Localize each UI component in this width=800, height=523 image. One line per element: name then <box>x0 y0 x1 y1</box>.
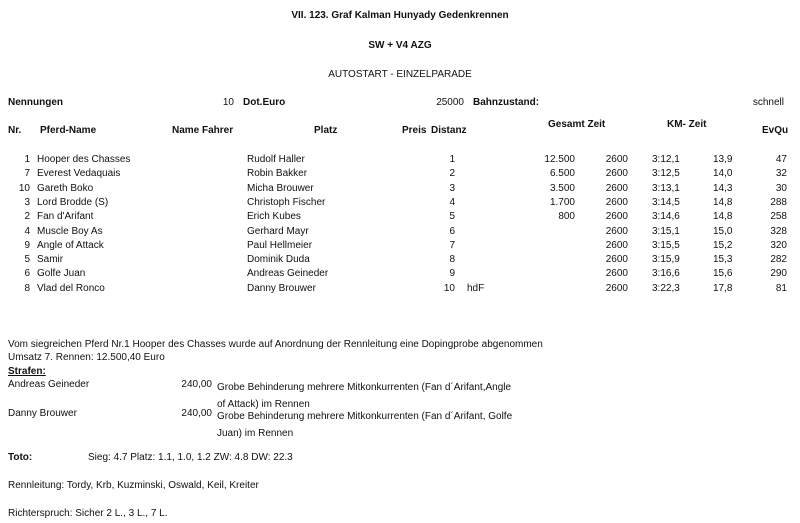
table-row <box>0 211 800 225</box>
row-km-time: 17,8 <box>713 282 733 294</box>
row-time: 3:13,1 <box>652 182 680 194</box>
row-distance: 2600 <box>605 282 628 294</box>
row-evqu: 328 <box>770 225 787 237</box>
row-time: 3:12,5 <box>652 168 680 180</box>
row-driver: Andreas Geineder <box>247 268 329 280</box>
row-horse: Everest Vedaquais <box>37 168 121 180</box>
table-row <box>0 254 800 268</box>
row-horse: Muscle Boy As <box>37 225 103 237</box>
start-mode: AUTOSTART - EINZELPARADE <box>328 69 472 80</box>
col-total-time: Gesamt Zeit <box>548 119 606 130</box>
row-distance: 2600 <box>605 254 628 266</box>
penalty-reason: Grobe Behinderung mehrere Mitkonkurrenten (Fan d´Arifant,Angle of Attack) im Rennen <box>217 382 512 410</box>
row-horse: Fan d'Arifant <box>37 211 94 223</box>
row-time: 3:14,5 <box>652 196 680 208</box>
row-nr: 4 <box>24 225 30 237</box>
row-place: 7 <box>449 239 455 251</box>
row-prize: 1.700 <box>549 196 575 208</box>
row-driver: Robin Bakker <box>247 168 308 180</box>
col-horse: Pferd-Name <box>40 125 97 136</box>
row-time: 3:15,5 <box>652 239 680 251</box>
row-driver: Rudolf Haller <box>247 154 305 165</box>
row-prize: 12.500 <box>544 154 575 165</box>
row-horse: Lord Brodde (S) <box>37 196 109 208</box>
table-row <box>0 226 800 240</box>
table-row <box>0 197 800 211</box>
row-time: 3:22,3 <box>652 282 680 294</box>
row-driver: Christoph Fischer <box>247 196 326 208</box>
col-driver: Name Fahrer <box>172 125 234 136</box>
row-km-time: 15,2 <box>713 239 733 251</box>
row-nr: 3 <box>24 196 30 208</box>
row-km-time: 15,6 <box>713 268 733 280</box>
col-km-time: KM- Zeit <box>667 119 707 130</box>
row-nr: 6 <box>24 268 30 280</box>
nennungen-value: 10 <box>222 97 234 108</box>
row-nr: 5 <box>24 254 30 266</box>
penalty-name: Danny Brouwer <box>8 408 77 419</box>
dotation-value: 25000 <box>436 97 464 108</box>
row-distance: 2600 <box>605 182 628 194</box>
row-prize: 3.500 <box>549 182 575 194</box>
toto-value: Sieg: 4.7 Platz: 1.1, 1.0, 1.2 ZW: 4.8 DW: 22.3 <box>88 452 293 463</box>
row-km-time: 14,8 <box>713 211 733 223</box>
row-place: 1 <box>449 154 455 165</box>
penalty-amount: 240,00 <box>181 408 212 419</box>
table-row <box>0 168 800 182</box>
row-place: 5 <box>449 211 455 223</box>
track-condition-label: Bahnzustand: <box>473 97 540 108</box>
doping-note: Vom siegreichen Pferd Nr.1 Hooper des Chasses wurde auf Anordnung der Rennleitung eine Dopingprobe abgenommen <box>8 339 543 350</box>
row-time: 3:14,6 <box>652 211 680 223</box>
row-driver: Micha Brouwer <box>247 182 314 194</box>
col-nr: Nr. <box>8 125 22 136</box>
row-driver: Erich Kubes <box>247 211 301 223</box>
row-distance: 2600 <box>605 211 628 223</box>
table-row <box>0 268 800 282</box>
row-time: 3:15,9 <box>652 254 680 266</box>
row-place: 6 <box>449 225 455 237</box>
row-horse: Angle of Attack <box>37 239 104 251</box>
col-place: Platz <box>314 125 338 136</box>
row-evqu: 47 <box>775 154 787 165</box>
row-distance: 2600 <box>605 239 628 251</box>
row-km-time: 13,9 <box>713 154 733 165</box>
row-km-time: 15,0 <box>713 225 733 237</box>
table-row <box>0 183 800 197</box>
row-evqu: 30 <box>775 182 787 194</box>
row-prize: 6.500 <box>549 168 575 180</box>
row-horse: Golfe Juan <box>37 268 86 280</box>
table-row <box>0 154 800 168</box>
row-nr: 7 <box>24 168 30 180</box>
race-subtitle: SW + V4 AZG <box>368 40 432 51</box>
stewards: Rennleitung: Tordy, Krb, Kuzminski, Oswald, Keil, Kreiter <box>8 480 259 491</box>
row-nr: 2 <box>24 211 30 223</box>
row-horse: Hooper des Chasses <box>37 154 131 165</box>
table-row <box>0 283 800 297</box>
turnover-note: Umsatz 7. Rennen: 12.500,40 Euro <box>8 352 165 363</box>
row-place: 8 <box>449 254 455 266</box>
penalty-reason: Grobe Behinderung mehrere Mitkonkurrenten (Fan d´Arifant, Golfe Juan) im Rennen <box>217 411 513 439</box>
penalty-name: Andreas Geineder <box>8 379 90 390</box>
row-km-time: 14,3 <box>713 182 733 194</box>
row-evqu: 81 <box>775 282 787 294</box>
toto-label: Toto: <box>8 452 33 463</box>
row-evqu: 290 <box>770 268 787 280</box>
row-driver: Gerhard Mayr <box>247 225 309 237</box>
row-evqu: 32 <box>775 168 787 180</box>
col-evqu: EvQu <box>762 125 789 136</box>
race-title: VII. 123. Graf Kalman Hunyady Gedenkrennen <box>291 10 509 21</box>
track-condition-value: schnell <box>752 97 784 108</box>
col-prize: Preis <box>402 125 427 136</box>
row-time: 3:15,1 <box>652 225 680 237</box>
row-distance: 2600 <box>605 196 628 208</box>
row-evqu: 288 <box>770 196 787 208</box>
row-driver: Paul Hellmeier <box>247 239 313 251</box>
judges-verdict: Richterspruch: Sicher 2 L., 3 L., 7 L. <box>8 508 168 519</box>
row-distance: 2600 <box>605 154 628 165</box>
row-horse: Gareth Boko <box>37 182 94 194</box>
row-km-time: 14,0 <box>713 168 733 180</box>
row-nr: 9 <box>24 239 30 251</box>
row-horse: Samir <box>37 254 64 266</box>
row-place: 2 <box>449 168 455 180</box>
row-place: 3 <box>449 182 455 194</box>
row-distance: 2600 <box>605 225 628 237</box>
row-place: 10 <box>443 282 455 294</box>
row-prize: 800 <box>558 211 575 223</box>
row-evqu: 258 <box>770 211 787 223</box>
col-distance: Distanz <box>431 125 467 136</box>
row-km-time: 14,8 <box>713 196 733 208</box>
row-evqu: 282 <box>770 254 787 266</box>
row-note: hdF <box>467 282 485 294</box>
row-time: 3:12,1 <box>652 154 680 165</box>
row-evqu: 320 <box>770 239 787 251</box>
row-nr: 10 <box>18 182 30 194</box>
row-driver: Dominik Duda <box>247 254 310 266</box>
row-km-time: 15,3 <box>713 254 733 266</box>
row-place: 9 <box>449 268 455 280</box>
nennungen-label: Nennungen <box>8 97 63 108</box>
row-place: 4 <box>449 196 455 208</box>
dotation-label: Dot.Euro <box>243 97 286 108</box>
penalties-label: Strafen: <box>8 366 46 377</box>
row-distance: 2600 <box>605 168 628 180</box>
row-driver: Danny Brouwer <box>247 282 316 294</box>
row-nr: 1 <box>24 154 30 165</box>
table-row <box>0 240 800 254</box>
row-distance: 2600 <box>605 268 628 280</box>
penalty-amount: 240,00 <box>181 379 212 390</box>
row-horse: Vlad del Ronco <box>37 282 105 294</box>
row-time: 3:16,6 <box>652 268 680 280</box>
row-nr: 8 <box>24 282 30 294</box>
